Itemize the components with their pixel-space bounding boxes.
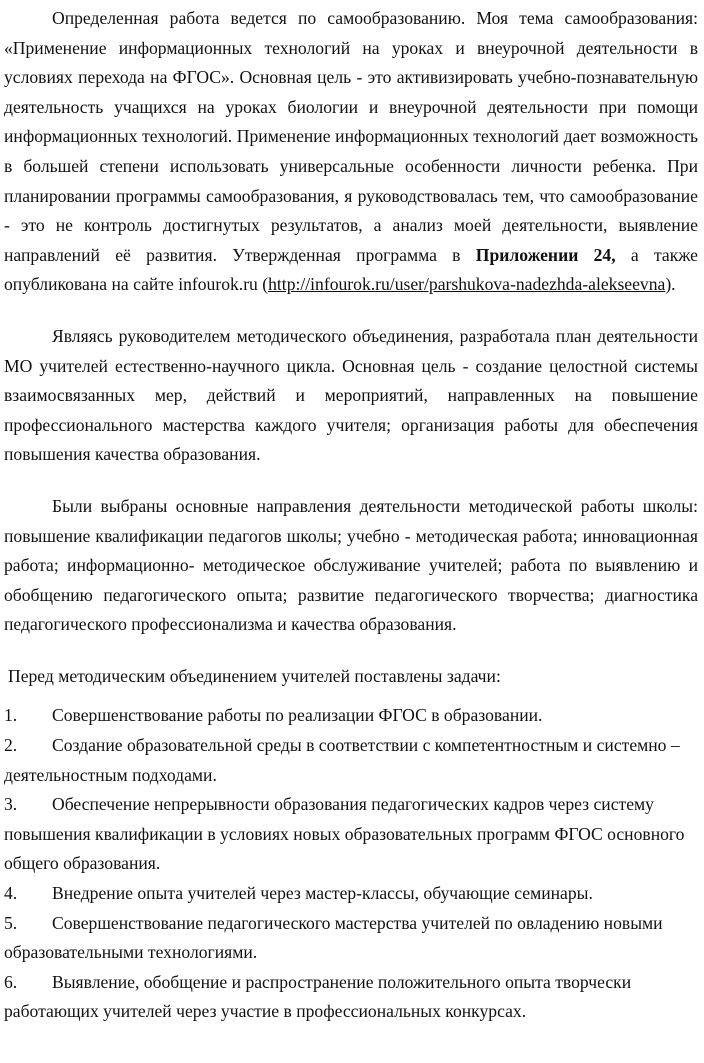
list-item-number: 1. [4,705,18,726]
list-item-number: 6. [4,971,18,992]
list-item-text: Совершенствование работы по реализации ФГОС в образовании. [52,705,543,726]
paragraph-methodical-association: Являясь руководителем методического объединения, разработала план деятельности МО учителей естественно-научного цикла. Основная цель - создание целостной системы взаимосвязанных мер, действий и мероприятий, направленных на повышение профессионального мастерства каждого учителя; организация работы для обеспечения повышения качества образования. [4,325,698,465]
list-item-text: Внедрение опыта учителей через мастер-классы, обучающие семинары. [52,883,593,904]
paragraph-self-education-end: ). [665,274,676,295]
list-item-text: Обеспечение непрерывности образования педагогических кадров через систему повышения квалификации в условиях новых образовательных программ ФГОС основного общего образования. [4,794,685,874]
list-item-text: Создание образовательной среды в соответствии с компетентностным и системно – деятельностным подходами. [4,735,680,785]
tasks-list [4,701,698,1027]
document-page [0,4,704,1063]
list-item-number: 3. [4,794,18,815]
list-item-number: 2. [4,735,18,756]
list-item-number: 4. [4,883,18,904]
list-item [4,879,698,909]
paragraph-work-directions: Были выбраны основные направления деятельности методической работы школы: повышение квалификации педагогов школы; учебно - методическая работа; инновационная работа; информационно- методическое обслуживание учителей; работа по выявлению и обобщению педагогического опыта; развитие педагогического творчества; диагностика педагогического профессионализма и качества образования. [4,495,698,635]
list-item [4,701,698,731]
paragraph-self-education-text: Определенная работа ведется по самообразованию. Моя тема самообразования: «Применение информационных технологий на уроках и внеурочной деятельности в условиях перехода на ФГОС». Основная цель - это активизировать учебно-познавательную деятельность учащихся на уроках биологии и внеурочной деятельности при помощи информационных технологий. Применение информационных технологий дает возможность в большей степени использовать универсальные особенности личности ребенка. При планировании программы самообразования, я руководствовалась тем, что самообразование - это не контроль достигнутых результатов, а анализ моей деятельности, выявление направлений её развития. Утвержденная программа в [4,8,698,265]
paragraph-self-education [4,4,698,300]
list-item [4,790,698,879]
list-item [4,731,698,790]
appendix-reference: Приложении 24, [475,244,616,265]
infourok-profile-link[interactable]: http://infourok.ru/user/parshukova-nadezhda-alekseevna [268,274,666,295]
list-item-text: Совершенствование педагогического мастерства учителей по овладению новыми образовательными технологиями. [4,912,663,963]
tasks-heading: Перед методическим объединением учителей поставлены задачи: [8,665,501,686]
paragraph-self-education-after-bold: а также опубликована на сайте infourok.ru ( [4,244,698,295]
list-item-text: Выявление, обобщение и распространение положительного опыта творчески работающих учителей через участие в профессиональных конкурсах. [4,971,632,1022]
list-item [4,909,698,968]
list-item-number: 5. [4,912,18,933]
list-item [4,968,698,1027]
